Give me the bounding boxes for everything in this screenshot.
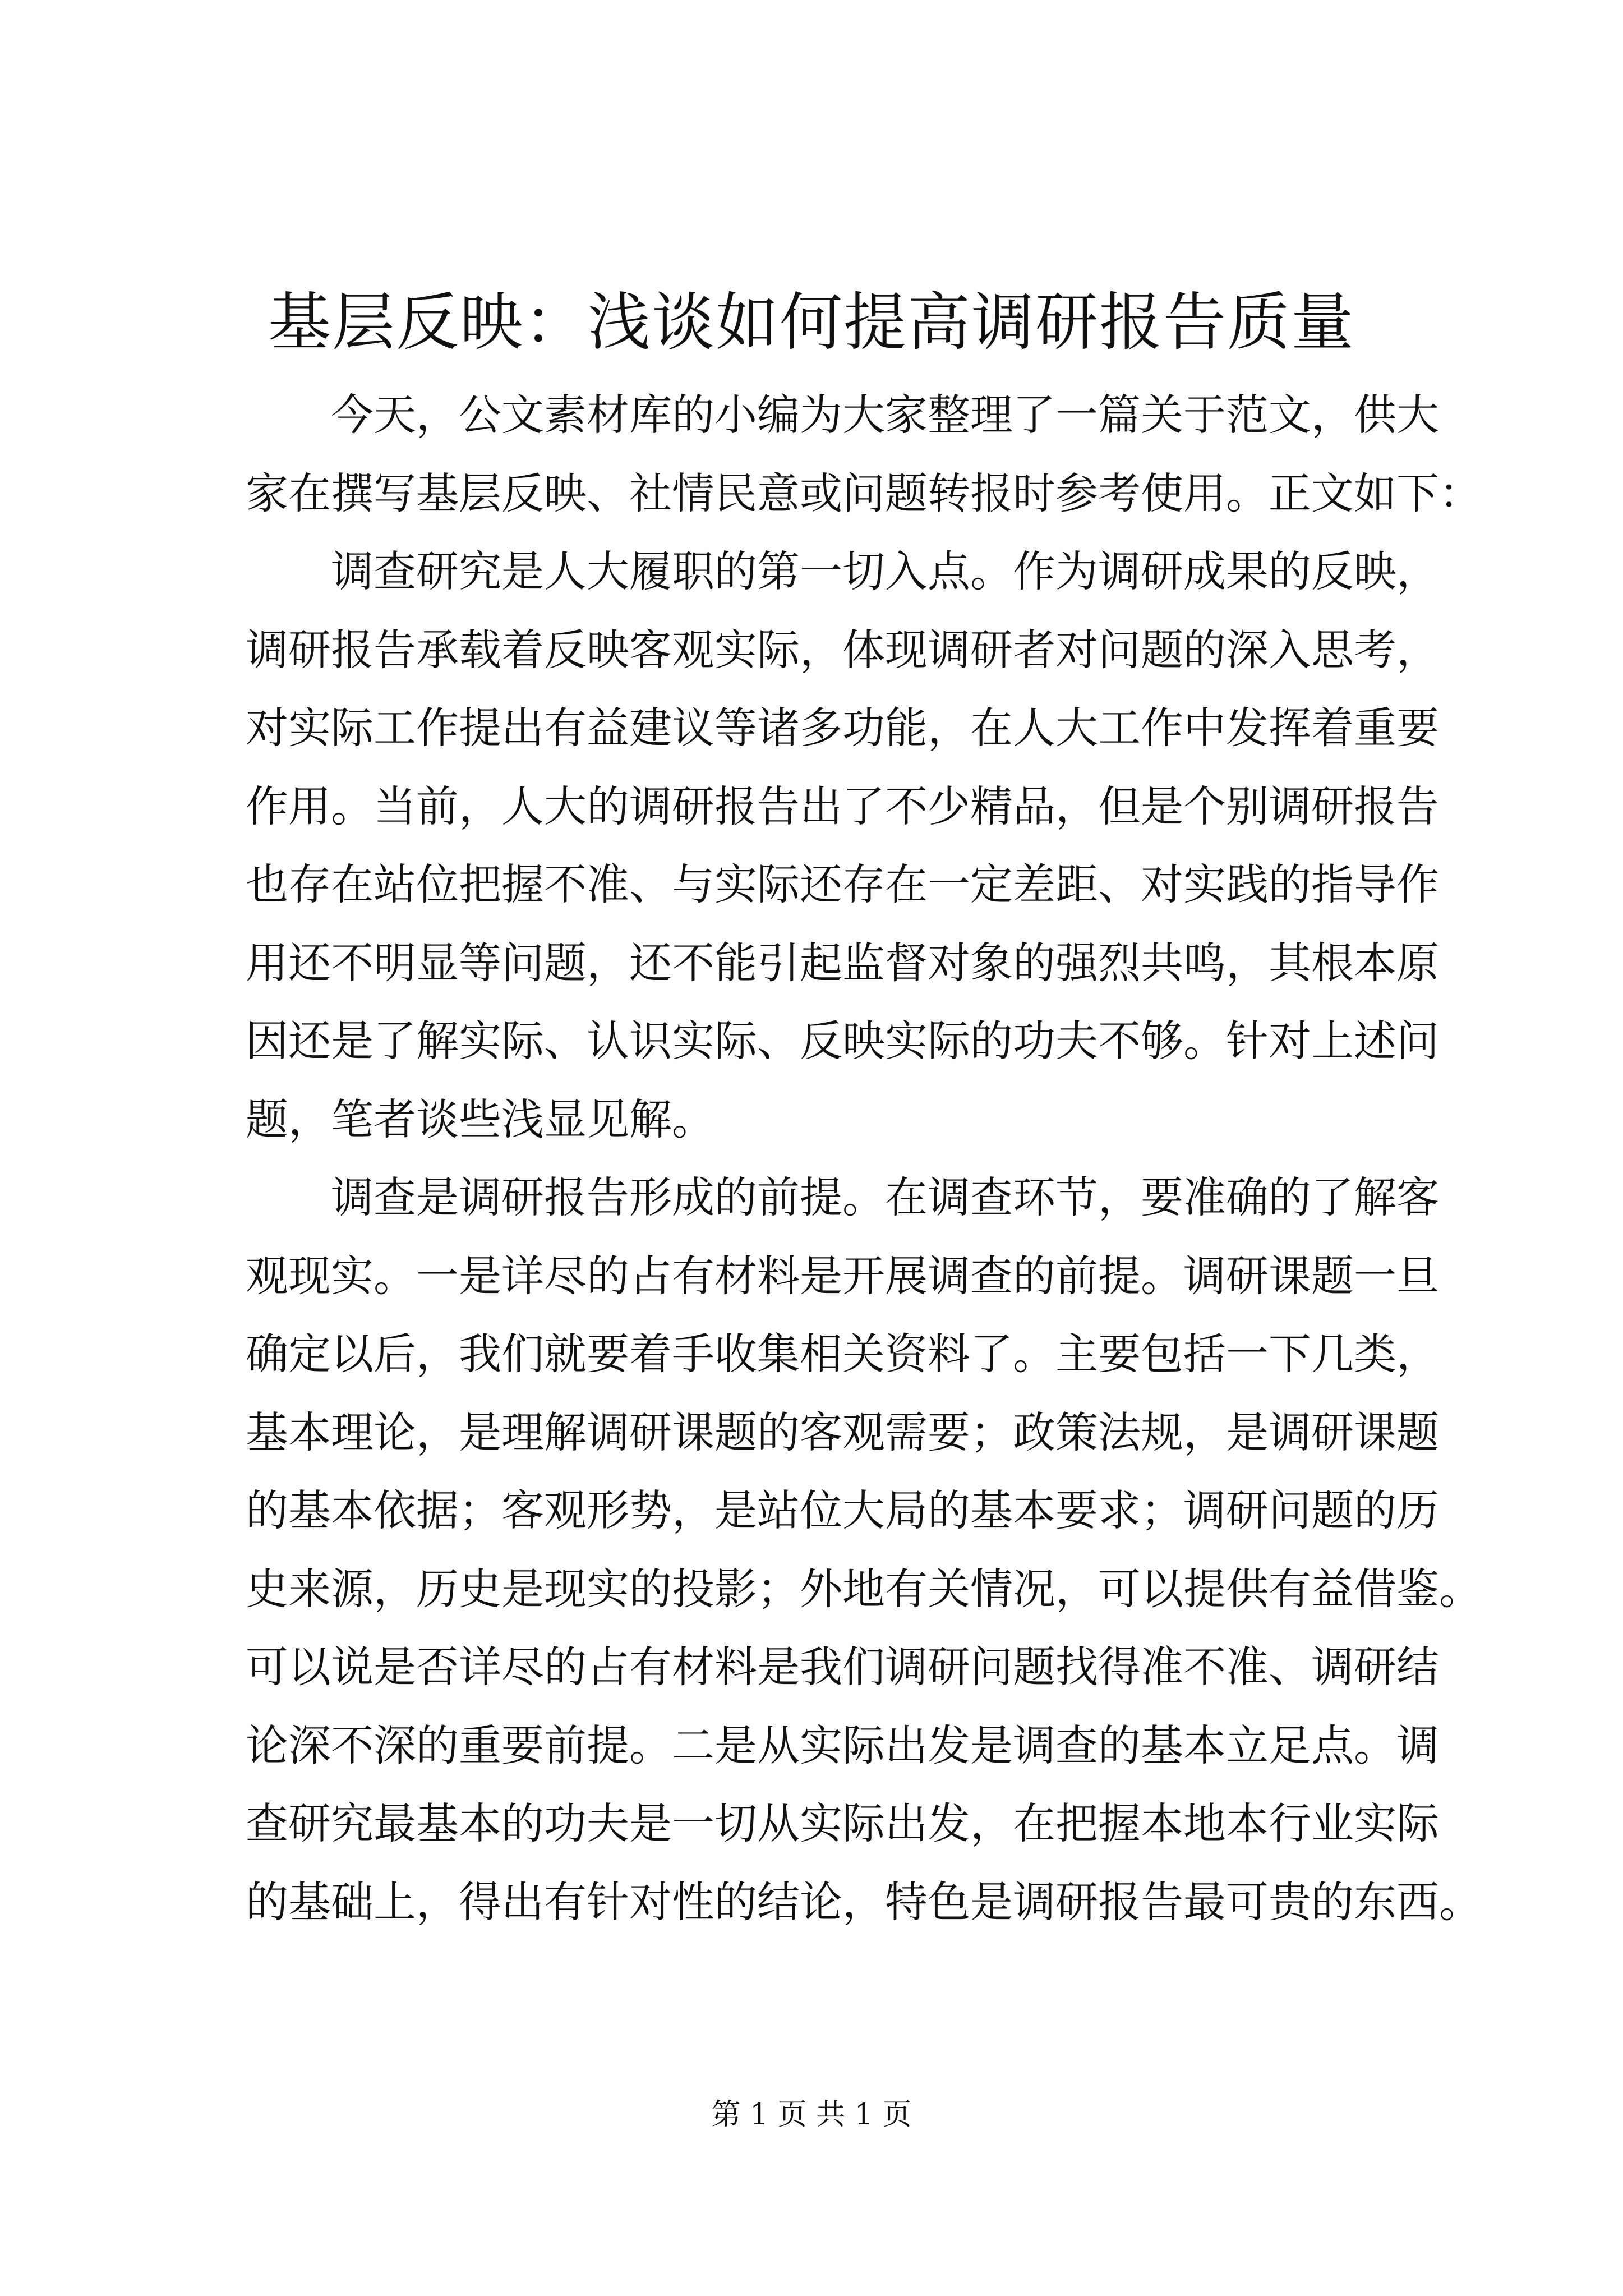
paragraph-1-line: 今天，公文素材库的小编为大家整理了一篇关于范文，供大 xyxy=(331,390,1439,440)
paragraph-3-line: 可以说是否详尽的占有材料是我们调研问题找得准不准、调研结 xyxy=(246,1642,1439,1692)
paragraph-3-line: 论深不深的重要前提。二是从实际出发是调查的基本立足点。调 xyxy=(246,1720,1439,1770)
paragraph-2-line: 用还不明显等问题，还不能引起监督对象的强烈共鸣，其根本原 xyxy=(246,937,1439,988)
paragraph-2-line: 调查研究是人大履职的第一切入点。作为调研成果的反映， xyxy=(331,546,1439,596)
paragraph-3-line: 观现实。一是详尽的占有材料是开展调查的前提。调研课题一旦 xyxy=(246,1250,1439,1301)
paragraph-2-line: 对实际工作提出有益建议等诸多功能，在人大工作中发挥着重要 xyxy=(246,703,1439,753)
paragraph-2-line: 题，笔者谈些浅显见解。 xyxy=(246,1094,714,1144)
paragraph-3-line: 的基础上，得出有针对性的结论，特色是调研报告最可贵的东西。 xyxy=(246,1876,1482,1927)
paragraph-1-line: 家在撰写基层反映、社情民意或问题转报时参考使用。正文如下： xyxy=(246,468,1482,518)
paragraph-3-line: 的基本依据；客观形势，是站位大局的基本要求；调研问题的历 xyxy=(246,1485,1439,1535)
paragraph-3-line: 调查是调研报告形成的前提。在调查环节，要准确的了解客 xyxy=(331,1172,1439,1222)
paragraph-3-line: 史来源，历史是现实的投影；外地有关情况，可以提供有益借鉴。 xyxy=(246,1563,1482,1614)
paragraph-3-line: 确定以后，我们就要着手收集相关资料了。主要包括一下几类， xyxy=(246,1329,1439,1379)
paragraph-3-line: 基本理论，是理解调研课题的客观需要；政策法规，是调研课题 xyxy=(246,1407,1439,1457)
page-title: 基层反映：浅谈如何提高调研报告质量 xyxy=(268,286,1355,359)
paragraph-2-line: 也存在站位把握不准、与实际还存在一定差距、对实践的指导作 xyxy=(246,859,1439,909)
paragraph-2-line: 因还是了解实际、认识实际、反映实际的功夫不够。针对上述问 xyxy=(246,1016,1439,1066)
paragraph-2-line: 作用。当前，人大的调研报告出了不少精品，但是个别调研报告 xyxy=(246,781,1439,831)
paragraph-3-line: 查研究最基本的功夫是一切从实际出发，在把握本地本行业实际 xyxy=(246,1798,1439,1848)
paragraph-2-line: 调研报告承载着反映客观实际，体现调研者对问题的深入思考， xyxy=(246,624,1439,675)
page-footer: 第 1 页 共 1 页 xyxy=(711,2098,912,2132)
document-body xyxy=(246,376,1482,1941)
